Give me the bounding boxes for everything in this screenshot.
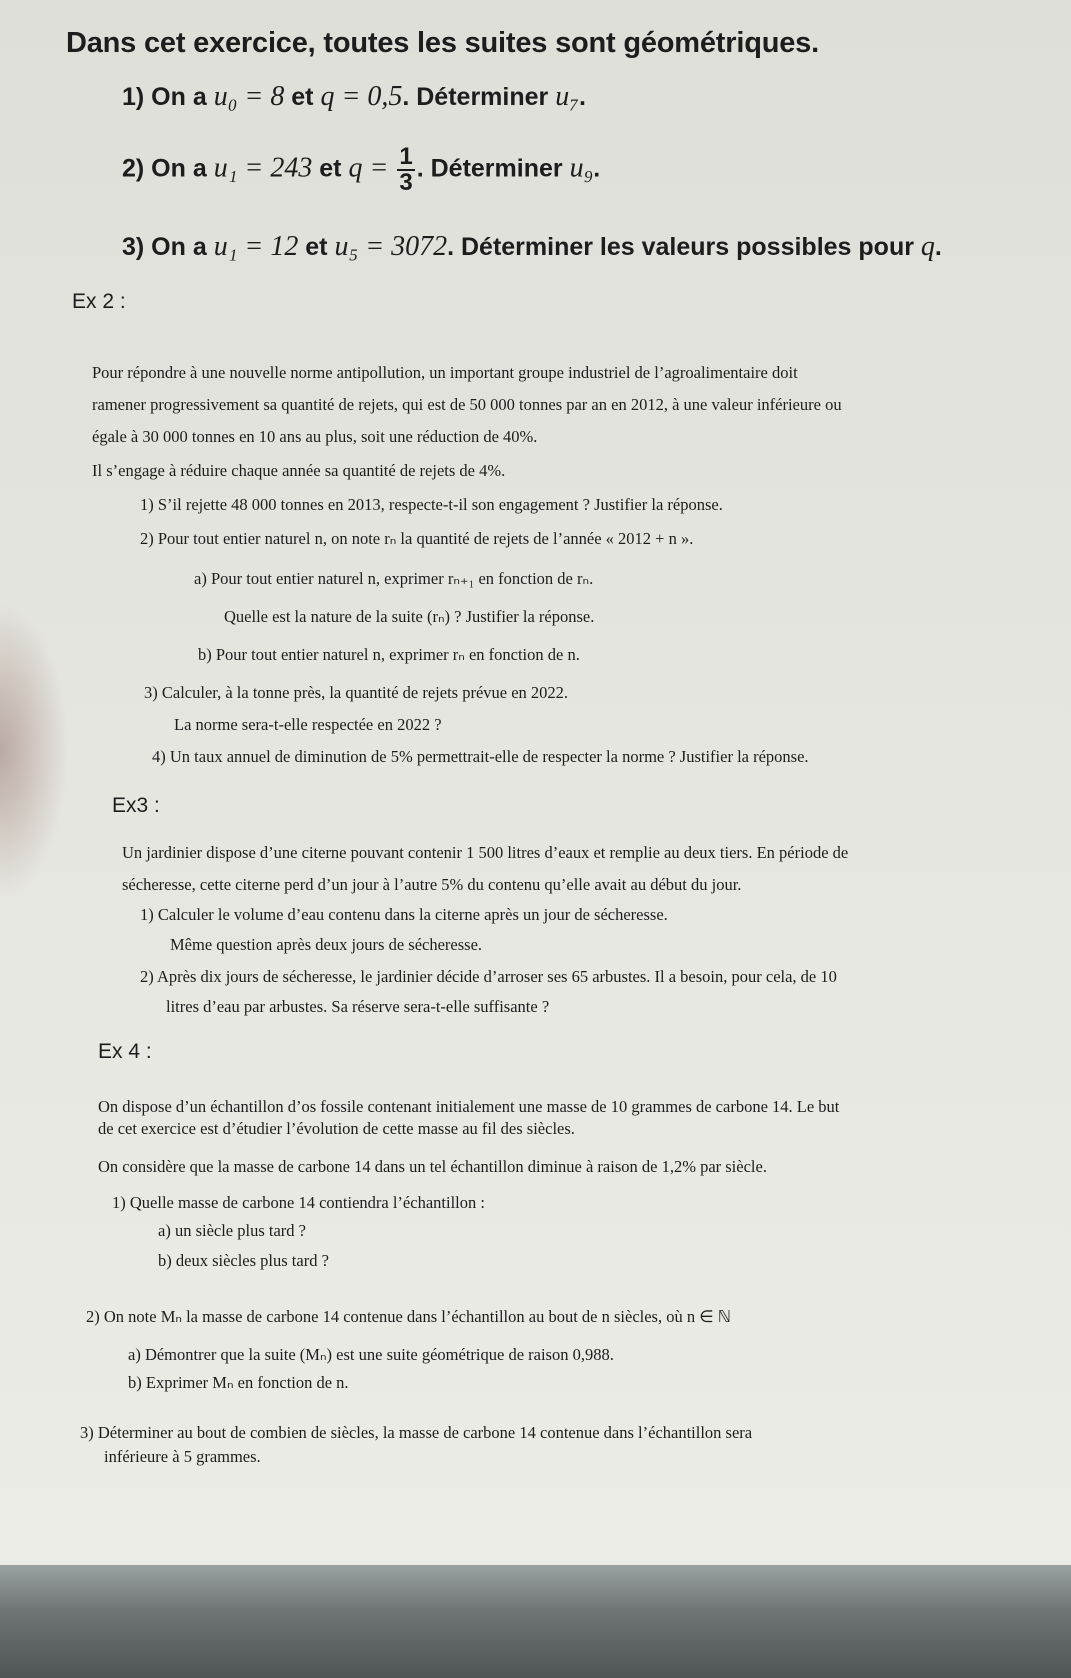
ex1-q1-prefix: 1) On a bbox=[122, 83, 214, 111]
ex4-question-1b: b) deux siècles plus tard ? bbox=[158, 1251, 329, 1270]
ex1-q3-suffix: . Déterminer les valeurs possibles pour bbox=[447, 233, 921, 261]
ex4-intro-line-2: de cet exercice est d’étudier l’évolution de cette masse au fil des siècles. bbox=[98, 1119, 575, 1138]
ex4-question-3-line-2: inférieure à 5 grammes. bbox=[104, 1447, 261, 1466]
finger-shadow bbox=[0, 600, 70, 900]
ex2-question-3: 3) Calculer, à la tonne près, la quantité de rejets prévue en 2022. bbox=[144, 683, 569, 702]
ex4-question-2a: a) Démontrer que la suite (Mₙ) est une suite géométrique de raison 0,988. bbox=[128, 1345, 614, 1364]
ex2-intro-line-2: ramener progressivement sa quantité de rejets, qui est de 50 000 tonnes par an en 2012, à une valeur inférieure ou bbox=[92, 395, 842, 414]
ex1-question-3 bbox=[122, 232, 942, 263]
ex1-q3-target: q bbox=[920, 231, 935, 262]
ex3-question-1b: Même question après deux jours de sécheresse. bbox=[170, 935, 483, 954]
ex4-intro-line-3: On considère que la masse de carbone 14 dans un tel échantillon diminue à raison de 1,2% par siècle. bbox=[98, 1157, 767, 1176]
ex1-q1-target: u₇ bbox=[555, 81, 579, 112]
ex2-question-1: 1) S’il rejette 48 000 tonnes en 2013, respecte-t-il son engagement ? Justifier la réponse. bbox=[140, 495, 723, 514]
ex1-q2-target: u₉ bbox=[569, 152, 594, 184]
ex2-intro-line-1: Pour répondre à une nouvelle norme antipollution, un important groupe industriel de l’agroalimentaire doit bbox=[92, 363, 798, 382]
ex1-q2-mid: et bbox=[312, 154, 349, 183]
ex2-question-4: 4) Un taux annuel de diminution de 5% permettrait-elle de respecter la norme ? Justifier la réponse. bbox=[152, 747, 809, 766]
ex1-q3-expr2: u₅ = 3072 bbox=[334, 231, 448, 262]
ex1-q1-expr1: u₀ = 8 bbox=[213, 81, 285, 112]
ex4-question-1a: a) un siècle plus tard ? bbox=[158, 1221, 306, 1240]
ex1-question-2 bbox=[122, 145, 600, 195]
ex2-intro-line-4: Il s’engage à réduire chaque année sa quantité de rejets de 4%. bbox=[92, 461, 506, 480]
ex3-question-2-line-1: 2) Après dix jours de sécheresse, le jardinier décide d’arroser ses 65 arbustes. Il a besoin, pour cela, de 10 bbox=[140, 967, 837, 986]
ex1-q3-end: . bbox=[934, 233, 942, 261]
ex1-q1-mid: et bbox=[284, 83, 321, 111]
ex1-q2-prefix: 2) On a bbox=[122, 154, 214, 183]
ex1-q2-end: . bbox=[593, 154, 601, 183]
ex1-q2-fraction bbox=[397, 145, 414, 195]
ex1-q3-prefix: 3) On a bbox=[122, 233, 214, 261]
ex1-q1-suffix: . Déterminer bbox=[402, 83, 556, 111]
ex1-q1-expr2: q = 0,5 bbox=[320, 81, 403, 112]
ex4-question-2b: b) Exprimer Mₙ en fonction de n. bbox=[128, 1373, 349, 1392]
fraction-denominator: 3 bbox=[399, 169, 413, 196]
ex1-q3-mid: et bbox=[298, 233, 335, 261]
ex2-question-2a-nature: Quelle est la nature de la suite (rₙ) ? Justifier la réponse. bbox=[224, 607, 595, 626]
ex3-question-1: 1) Calculer le volume d’eau contenu dans la citerne après un jour de sécheresse. bbox=[140, 905, 668, 924]
background-surface bbox=[0, 1565, 1071, 1678]
ex1-q2-expr2-lhs: q = bbox=[348, 152, 396, 184]
ex3-intro-line-2: sécheresse, cette citerne perd d’un jour à l’autre 5% du contenu qu’elle avait au début du jour. bbox=[122, 875, 742, 894]
ex1-title: Dans cet exercice, toutes les suites sont géométriques. bbox=[66, 27, 819, 59]
fraction-numerator: 1 bbox=[399, 143, 413, 170]
ex3-question-2-line-2: litres d’eau par arbustes. Sa réserve sera-t-elle suffisante ? bbox=[166, 997, 550, 1016]
ex2-question-3b: La norme sera-t-elle respectée en 2022 ? bbox=[174, 715, 442, 734]
ex1-question-1 bbox=[122, 82, 586, 113]
ex2-question-2: 2) Pour tout entier naturel n, on note rₙ la quantité de rejets de l’année « 2012 + n ». bbox=[140, 529, 694, 548]
ex1-q3-expr1: u₁ = 12 bbox=[213, 231, 299, 262]
ex2-question-2b: b) Pour tout entier naturel n, exprimer rₙ en fonction de n. bbox=[198, 645, 580, 664]
ex3-heading: Ex3 : bbox=[112, 794, 160, 817]
ex4-question-3-line-1: 3) Déterminer au bout de combien de siècles, la masse de carbone 14 contenue dans l’échantillon sera bbox=[80, 1423, 753, 1442]
ex4-intro-line-1: On dispose d’un échantillon d’os fossile contenant initialement une masse de 10 grammes de carbone 14. Le but bbox=[98, 1097, 840, 1116]
ex4-heading: Ex 4 : bbox=[98, 1040, 152, 1063]
ex4-question-2: 2) On note Mₙ la masse de carbone 14 contenue dans l’échantillon au bout de n siècles, où n ∈ ℕ bbox=[86, 1307, 731, 1326]
ex4-question-1: 1) Quelle masse de carbone 14 contiendra l’échantillon : bbox=[112, 1193, 485, 1212]
ex2-question-2a: a) Pour tout entier naturel n, exprimer rₙ₊₁ en fonction de rₙ. bbox=[194, 569, 594, 588]
ex2-intro-line-3: égale à 30 000 tonnes en 10 ans au plus, soit une réduction de 40%. bbox=[92, 427, 538, 446]
ex2-heading: Ex 2 : bbox=[72, 290, 126, 313]
ex3-intro-line-1: Un jardinier dispose d’une citerne pouvant contenir 1 500 litres d’eaux et remplie au deux tiers. En période de bbox=[122, 843, 849, 862]
ex1-q2-suffix: . Déterminer bbox=[416, 154, 570, 183]
ex1-q1-end: . bbox=[578, 83, 586, 111]
ex1-q2-expr1: u₁ = 243 bbox=[213, 152, 313, 184]
